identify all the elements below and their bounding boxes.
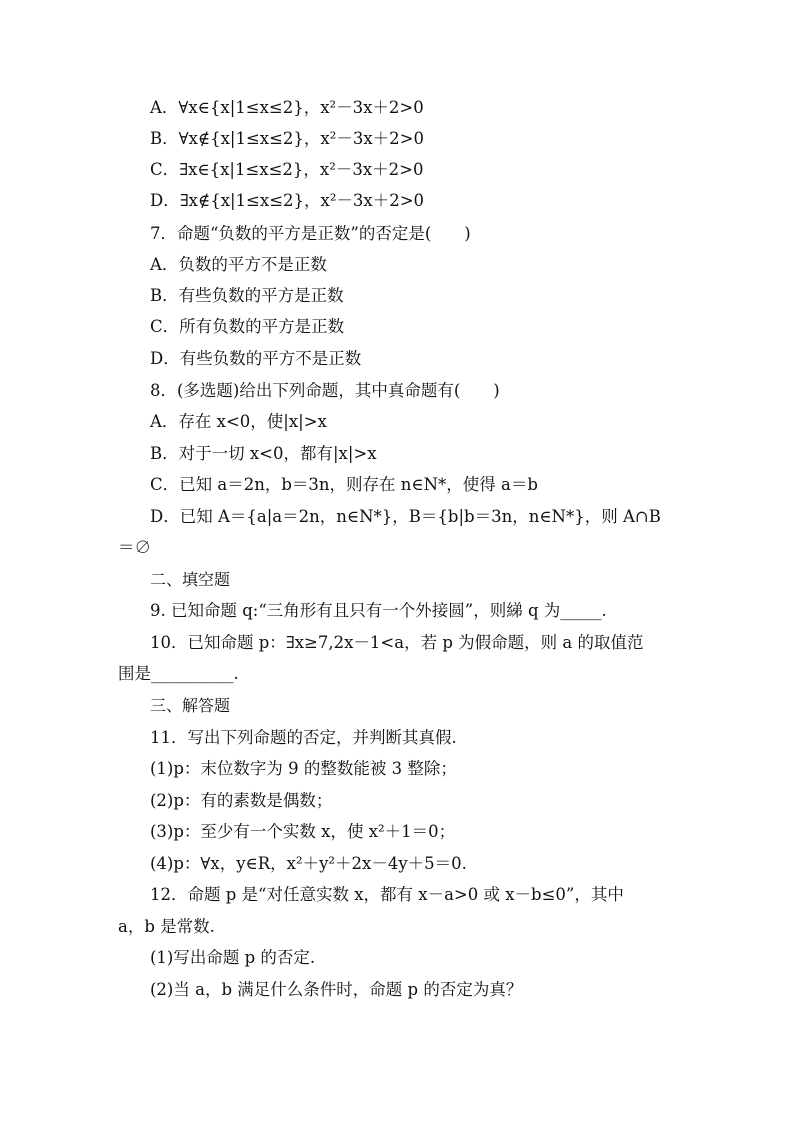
- question-11-part-3: (3)p：至少有一个实数 x，使 x²＋1＝0；: [150, 822, 456, 841]
- question-9: 9. 已知命题 q:“三角形有且只有一个外接圆”，则綈 q 为_____.: [150, 601, 607, 620]
- question-11: 11．写出下列命题的否定，并判断其真假.: [150, 728, 457, 747]
- question-7: 7．命题“负数的平方是正数”的否定是( ): [150, 224, 471, 243]
- question-12-continued: a，b 是常数.: [118, 917, 215, 936]
- option-8a: A．存在 x<0，使|x|>x: [150, 412, 327, 431]
- section-fill-in-blank: 二、填空题: [150, 570, 231, 589]
- question-8: 8．(多选题)给出下列命题，其中真命题有( ): [150, 381, 500, 400]
- question-12-part-2: (2)当 a，b 满足什么条件时，命题 p 的否定为真？: [150, 980, 523, 999]
- option-6b: B．∀x∉{x|1≤x≤2}，x²－3x＋2>0: [150, 129, 424, 148]
- option-6c: C．∃x∈{x|1≤x≤2}，x²－3x＋2>0: [150, 160, 424, 179]
- question-10: 10．已知命题 p：∃x≥7,2x－1<a，若 p 为假命题，则 a 的取值范: [150, 633, 644, 652]
- question-12-part-1: (1)写出命题 p 的否定.: [150, 948, 316, 967]
- option-8d: D．已知 A＝{a|a＝2n，n∈N*}，B＝{b|b＝3n，n∈N*}，则 A∩B: [150, 507, 661, 526]
- question-10-continued: 围是__________.: [118, 664, 239, 683]
- option-6d: D．∃x∉{x|1≤x≤2}，x²－3x＋2>0: [150, 191, 425, 210]
- option-8d-continued: ＝∅: [118, 538, 151, 557]
- option-7b: B．有些负数的平方是正数: [150, 286, 344, 305]
- section-answer: 三、解答题: [150, 696, 231, 715]
- question-11-part-4: (4)p：∀x，y∈R，x²＋y²＋2x－4y＋5＝0.: [150, 854, 467, 873]
- question-11-part-1: (1)p：末位数字为 9 的整数能被 3 整除；: [150, 759, 457, 778]
- option-8b: B．对于一切 x<0，都有|x|>x: [150, 444, 377, 463]
- question-11-part-2: (2)p：有的素数是偶数；: [150, 791, 333, 810]
- option-7d: D．有些负数的平方不是正数: [150, 349, 362, 368]
- option-6a: A．∀x∈{x|1≤x≤2}，x²－3x＋2>0: [150, 98, 424, 117]
- option-7c: C．所有负数的平方是正数: [150, 317, 345, 336]
- option-8c: C．已知 a＝2n，b＝3n，则存在 n∈N*，使得 a＝b: [150, 475, 538, 494]
- option-7a: A．负数的平方不是正数: [150, 255, 327, 274]
- question-12: 12．命题 p 是“对任意实数 x，都有 x－a>0 或 x－b≤0”，其中: [150, 885, 624, 904]
